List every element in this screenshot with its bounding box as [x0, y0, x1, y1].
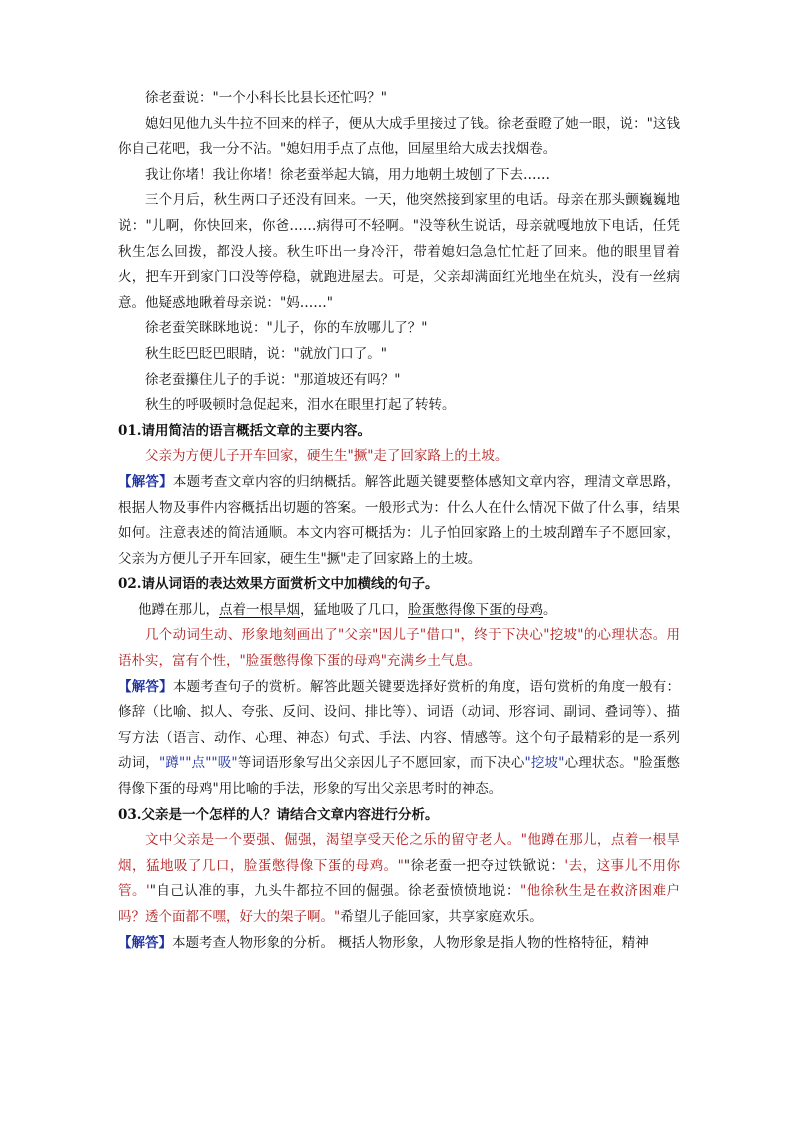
- answer-text: 希望儿子能回家，共享家庭欢乐。: [340, 909, 543, 925]
- question-1: 01.请用简洁的语言概括文章的主要内容。: [118, 422, 371, 439]
- answer-quote: "他蹲在那儿，点着一根旱烟，猛地吸了几口，脸蛋憋得像下蛋的母鸡。": [118, 832, 680, 874]
- solution-text: 本题考查文章内容的归纳概括。解答此题关键要整体感知文章内容，理清文章思路，根据人物及事件内容概括出切题的答案。一般形式为：什么人在什么情况下做了什么事，结果如何。注意表述的简洁通顺。本文内容可概括为：儿子怕回家路上的土坡刮蹭车子不愿回家，父亲为方便儿子开车回家，硬生生"撅"走了回家路上的土坡。: [118, 473, 681, 567]
- sentence-part: ，猛地吸了几口，: [300, 601, 408, 618]
- sentence-part: 他蹲在那儿，: [138, 601, 219, 618]
- story-paragraph: 徐老蚕攥住儿子的手说："那道坡还有吗？": [145, 371, 401, 388]
- question-2: 02.请从词语的表达效果方面赏析文中加横线的句子。: [118, 576, 439, 593]
- highlighted-words: "挖坡": [524, 755, 565, 772]
- solution-text: 本题考查人物形象的分析。 概括人物形象，人物形象是指人物的性格特征，精神: [172, 934, 649, 951]
- story-paragraph: 徐老蚕说："一个小科长比县长还忙吗？": [145, 90, 387, 106]
- question-3: 03.父亲是一个怎样的人？请结合文章内容进行分析。: [118, 806, 439, 823]
- underlined-phrase: 点着一根旱烟: [219, 601, 300, 618]
- solution-text: 本题考查句子的赏析。解答此题关键要选择好赏析的角度，语句赏析的角度一般有：修辞（比喻、拟人、夸张、反问、设问、排比等）、词语（动词、形容词、副词、叠词等）、描写方法（语言、动作、心理、神态）句式、手法、内容、情感等。这个句子最精彩的是一系列动词，: [118, 678, 681, 772]
- answer-3: [118, 828, 680, 930]
- answer-text: "徐老蚕一把夺过铁锨说：: [403, 857, 565, 874]
- solution-tag: 【解答】: [118, 934, 172, 951]
- story-paragraph: 我让你堵！我让你堵！徐老蚕举起大镐，用力地朝土坡刨了下去……: [145, 166, 550, 183]
- answer-quote: "他徐秋生是在救济困难户吗？透个面都不嘿，好大的架子啊。": [118, 883, 680, 925]
- quoted-sentence: [118, 598, 680, 624]
- answer-text: "自己认准的事，九头牛都拉不回的倔强。徐老蚕愤愤地说：: [149, 883, 520, 900]
- solution-text: 等词语形象写出父亲因儿子不愿回家，而下决心: [237, 755, 525, 772]
- sentence-part: 。: [543, 601, 557, 618]
- highlighted-words: "蹲""点""吸": [158, 755, 238, 772]
- answer-2: 几个动词生动、形象地刻画出了"父亲"因儿子"借口"，终于下决心"挖坡"的心理状态。用语朴实，富有个性，"脸蛋憋得像下蛋的母鸡"充满乡土气息。: [118, 627, 680, 670]
- answer-quote: '去，这事儿不用你管。': [118, 857, 680, 900]
- underlined-phrase: 脸蛋憋得像下蛋的母鸡: [408, 601, 543, 618]
- solution-2: [118, 675, 680, 803]
- solution-tag: 【解答】: [118, 473, 173, 490]
- story-paragraph: 三个月后，秋生两口子还没有回来。一天，他突然接到家里的电话。母亲在那头颤巍巍地说："儿啊，你快回来，你爸……病得可不轻啊。"没等秋生说话，母亲就嘎地放下电话，任凭秋生怎么回拨，都没人接。秋生吓出一身冷汗，带着媳妇急急忙忙赶了回来。他的眼里冒着火，把车开到家门口没等停稳，就跑进屋去。可是，父亲却满面红光地坐在炕头，没有一丝病意。他疑惑地瞅着母亲说："妈……": [118, 192, 680, 311]
- solution-3: [118, 931, 680, 957]
- document-body: [118, 86, 680, 956]
- solution-1: [118, 470, 680, 572]
- solution-text: 心理状态。"脸蛋憋得像下蛋的母鸡"用比喻的手法，形象的写出父亲思考时的神态。: [118, 755, 681, 798]
- story-paragraph: 媳妇见他九头牛拉不回来的样子，便从大成手里接过了钱。徐老蚕瞪了她一眼，说："这钱你自己花吧，我一分不沾。"媳妇用手点了点他，回屋里给大成去找烟卷。: [118, 115, 680, 158]
- story-paragraph: 秋生的呼吸顿时急促起来，泪水在眼里打起了转转。: [145, 397, 456, 414]
- answer-text: 文中父亲是一个要强、倔强，渴望享受天伦之乐的留守老人。: [145, 832, 521, 849]
- story-paragraph: 徐老蚕笑眯眯地说："儿子，你的车放哪儿了？": [145, 320, 428, 337]
- answer-1: 父亲为方便儿子开车回家，硬生生"撅"走了回家路上的土坡。: [145, 448, 509, 465]
- solution-tag: 【解答】: [118, 678, 173, 695]
- story-paragraph: 秋生眨巴眨巴眼睛，说："就放门口了。": [145, 345, 387, 362]
